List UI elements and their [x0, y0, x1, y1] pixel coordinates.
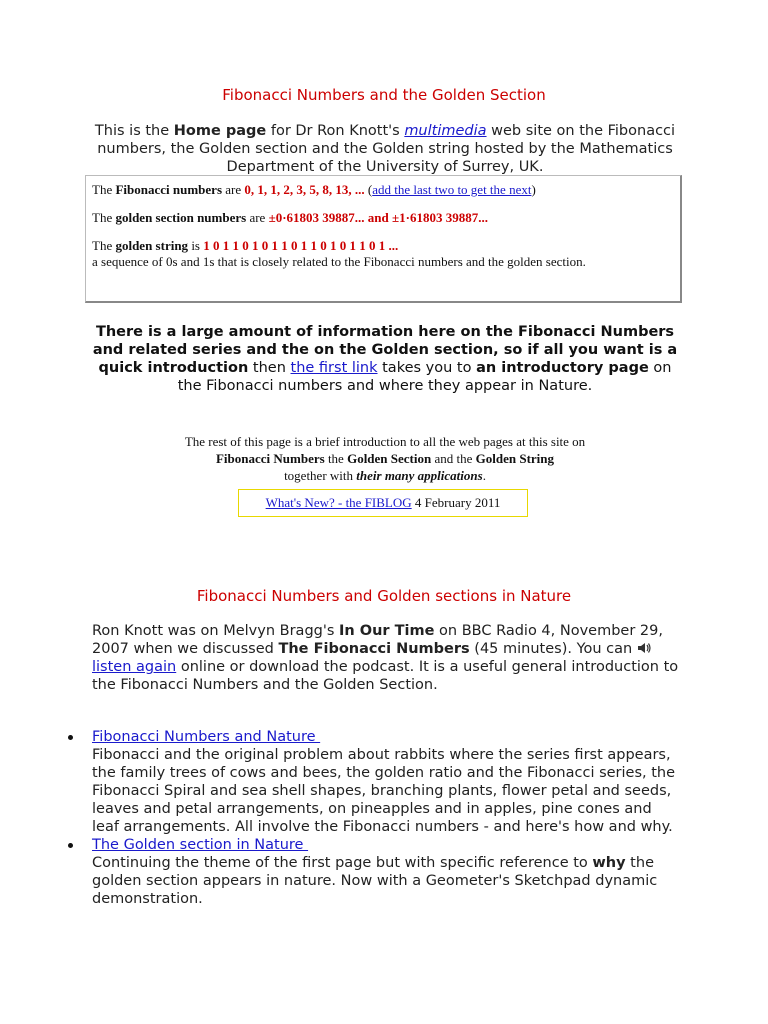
bullet-icon: [68, 735, 73, 740]
section-title: Fibonacci Numbers and Golden sections in Nature: [196, 587, 572, 605]
bullet-icon: [68, 843, 73, 848]
why-bold: why: [592, 855, 626, 871]
intro-text: for Dr Ron Knott's: [266, 123, 405, 139]
text: on the Fibonacci numbers and where they appear in Nature.: [177, 360, 672, 394]
golden-string-label: golden string: [115, 238, 189, 253]
text: The: [92, 238, 116, 253]
speaker-icon: [637, 641, 651, 653]
quick-intro-paragraph: [92, 323, 678, 395]
rest-paragraph: [92, 433, 678, 484]
definitions-box: [85, 175, 682, 303]
in-our-time-bold: In Our Time: [339, 623, 435, 639]
intro-paragraph: [92, 122, 678, 176]
intro-text: web site on the Fibonacci numbers, the Golden section and the Golden string hosted by the Mathematics Department of the University of Surrey, UK.: [97, 123, 676, 175]
applications-emphasis: their many applications: [356, 468, 483, 483]
golden-section-values: ±0·61803 39887... and ±1·61803 39887...: [268, 210, 488, 225]
listen-again-link[interactable]: listen again: [92, 659, 177, 675]
list-item-description: Fibonacci and the original problem about rabbits where the series first appears, the family trees of cows and bees, the golden ratio and the Fibonacci series, the Fibonacci Spiral and sea shell shapes, branching plants, flower petal and seeds, leaves and petal arrangements, on pineapples and in apples, pine cones and leaf arrangements. All involve the Fibonacci numbers - and here's how and why.: [92, 747, 676, 835]
fibonacci-numbers-bold: The Fibonacci Numbers: [278, 641, 470, 657]
list-item: [92, 728, 682, 836]
fiblog-link[interactable]: What's New? - the FIBLOG: [265, 495, 412, 510]
page-title: Fibonacci Numbers and the Golden Section: [222, 86, 546, 104]
quick-intro-bold: There is a large amount of information here on the Fibonacci Numbers and related series and the on the Golden section, so if all you want is a quick introduction: [92, 324, 678, 376]
text: The: [92, 182, 116, 197]
fibonacci-values: 0, 1, 1, 2, 3, 5, 8, 13, ...: [244, 182, 365, 197]
topics-list: [92, 728, 682, 908]
rest-line: [92, 450, 678, 467]
text: then: [248, 360, 291, 376]
first-link[interactable]: the first link: [290, 360, 378, 376]
golden-section-nature-link[interactable]: The Golden section in Nature: [92, 837, 309, 853]
radio-paragraph: [92, 622, 682, 694]
list-item-description: the golden section appears in nature. Now with a Geometer's Sketchpad dynamic demonstration.: [92, 855, 658, 907]
home-page-bold: Home page: [173, 123, 267, 139]
whats-new-box: [238, 489, 528, 517]
text: is: [188, 238, 204, 253]
fibonacci-definition: [92, 182, 680, 198]
text: Ron Knott was on Melvyn Bragg's: [92, 623, 339, 639]
rest-line: The rest of this page is a brief introduction to all the web pages at this site on: [184, 434, 586, 449]
golden-section-label: golden section numbers: [115, 210, 247, 225]
fibonacci-numbers-bold: Fibonacci Numbers: [215, 451, 325, 466]
fibonacci-numbers-label: Fibonacci numbers: [115, 182, 223, 197]
text: The: [92, 210, 116, 225]
intro-text: This is the: [94, 123, 174, 139]
golden-string-values: 1 0 1 1 0 1 0 1 1 0 1 1 0 1 0 1 1 0 1 ...: [203, 238, 399, 253]
text: together with: [284, 468, 357, 483]
add-last-two-link[interactable]: add the last two to get the next: [372, 182, 532, 197]
introductory-page-bold: an introductory page: [476, 360, 649, 376]
golden-section-definition: [92, 210, 680, 226]
text: are: [246, 210, 269, 225]
golden-string-bold: Golden String: [475, 451, 555, 466]
fibonacci-nature-link[interactable]: Fibonacci Numbers and Nature: [92, 729, 321, 745]
golden-string-description: a sequence of 0s and 1s that is closely related to the Fibonacci numbers and the golden section.: [92, 254, 586, 269]
text: on BBC Radio 4, November 29, 2007 when we discussed: [92, 623, 663, 657]
text: are: [222, 182, 245, 197]
golden-string-definition: [92, 238, 680, 254]
golden-section-bold: Golden Section: [347, 451, 432, 466]
rest-line: [92, 467, 678, 484]
fiblog-date: 4 February 2011: [411, 495, 501, 510]
text: ): [531, 182, 536, 197]
multimedia-link[interactable]: multimedia: [404, 123, 487, 139]
text: (: [364, 182, 373, 197]
text: the: [324, 451, 348, 466]
text: online or download the podcast. It is a useful general introduction to the Fibonacci Numbers and the Golden Section.: [92, 659, 679, 693]
text: .: [482, 468, 486, 483]
list-item-description: Continuing the theme of the first page but with specific reference to: [92, 855, 593, 871]
text: and the: [431, 451, 476, 466]
text: takes you to: [377, 360, 477, 376]
list-item: [92, 836, 682, 908]
text: (45 minutes). You can: [469, 641, 637, 657]
